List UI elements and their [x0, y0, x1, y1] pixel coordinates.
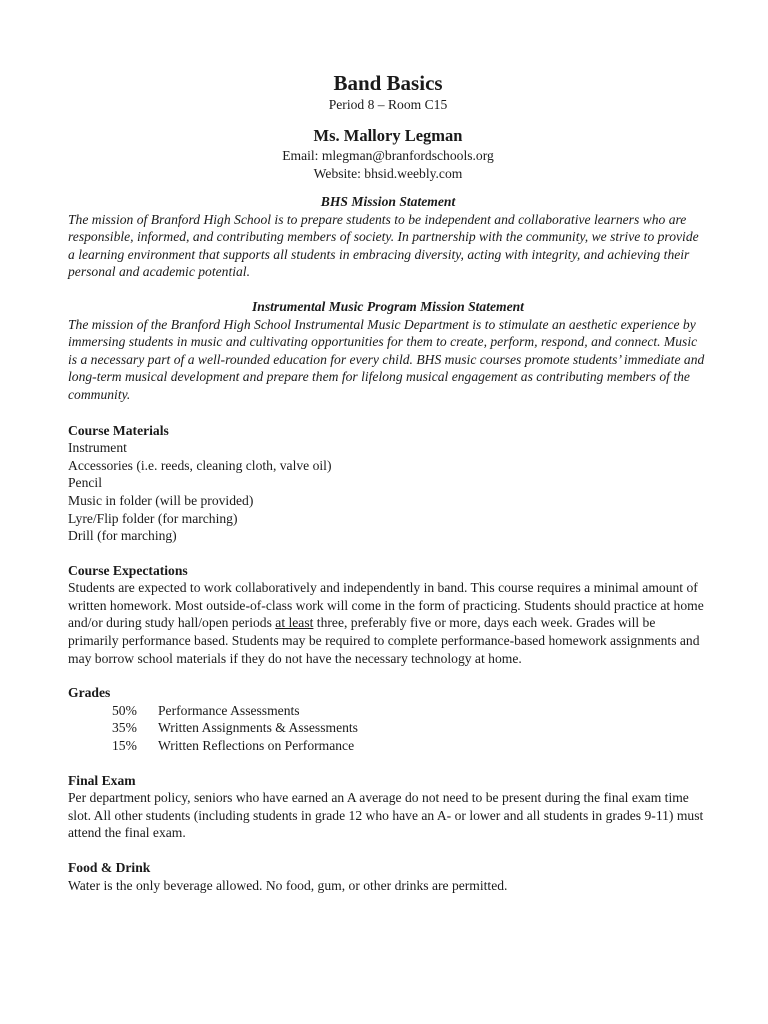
food-drink-section	[68, 859, 708, 894]
materials-item: Lyre/Flip folder (for marching)	[68, 510, 238, 526]
bhs-mission-body: The mission of Branford High School is to prepare students to be independent and collaborative learners who are responsible, informed, and contributing members of society. In partnership with the community, we strive to provide a learning environment that supports all students in embracing diversity, acting with integrity, and achieving their personal and academic potential.	[68, 211, 699, 280]
grade-label: Performance Assessments	[158, 702, 300, 718]
teacher-website: Website: bhsid.weebly.com	[313, 166, 463, 181]
course-title: Band Basics	[333, 71, 443, 95]
grade-row	[68, 702, 708, 720]
grade-row	[68, 719, 708, 737]
bhs-mission-section	[68, 193, 708, 281]
grade-percent: 35%	[112, 720, 137, 736]
materials-heading: Course Materials	[68, 422, 169, 438]
food-drink-body: Water is the only beverage allowed. No food, gum, or other drinks are permitted.	[68, 877, 508, 893]
grade-percent: 15%	[112, 738, 137, 754]
grade-label: Written Assignments & Assessments	[158, 720, 358, 736]
document-header	[68, 70, 708, 183]
materials-item: Drill (for marching)	[68, 528, 177, 544]
expectations-section	[68, 562, 708, 668]
syllabus-page	[68, 70, 708, 894]
teacher-email: Email: mlegman@branfordschools.org	[282, 148, 494, 163]
expectations-text-part1: Students are expected to work collaboratively and independently in band. This course requires a minimal amount of written homework. Most outside-of-class work will come in the form of practicing. Students should practice at home and/or during study hall/open periods	[68, 580, 704, 631]
final-exam-body: Per department policy, seniors who have earned an A average do not need to be present during the final exam time slot. All other students (including students in grade 12 who have an A- or lower and all students in grades 9-11) must attend the final exam.	[68, 790, 704, 841]
grade-label: Written Reflections on Performance	[158, 738, 355, 754]
food-drink-heading: Food & Drink	[68, 860, 151, 875]
expectations-text-part2: three, preferably five or more, days each week. Grades will be primarily performance based. Students may be required to complete performance-based homework assignments and may borrow school materials if they do not have the necessary technology at home.	[68, 615, 700, 666]
materials-item: Accessories (i.e. reeds, cleaning cloth, valve oil)	[68, 457, 332, 473]
expectations-underlined-text: at least	[275, 615, 314, 631]
final-exam-section	[68, 772, 708, 842]
period-room: Period 8 – Room C15	[328, 97, 448, 112]
grade-row	[68, 737, 708, 755]
music-mission-heading: Instrumental Music Program Mission Statement	[252, 298, 524, 314]
grades-heading: Grades	[68, 685, 111, 701]
final-exam-heading: Final Exam	[68, 772, 136, 788]
materials-item: Music in folder (will be provided)	[68, 492, 254, 508]
music-mission-section	[68, 298, 708, 404]
music-mission-body: The mission of the Branford High School Instrumental Music Department is to stimulate an aesthetic experience by immersing students in music and cultivating opportunities for them to create, perform, respond, and connect. Music is a necessary part of a well-rounded education for every child. BHS music courses promote students’ immediate and long-term musical development and prepare them for lifelong musical engagement as contributing members of the community.	[68, 316, 705, 402]
grade-percent: 50%	[112, 702, 137, 718]
materials-section	[68, 422, 708, 545]
grades-section	[68, 684, 708, 754]
materials-item: Pencil	[68, 475, 102, 491]
bhs-mission-heading: BHS Mission Statement	[320, 194, 456, 209]
teacher-name: Ms. Mallory Legman	[313, 126, 463, 145]
materials-item: Instrument	[68, 440, 127, 456]
expectations-body	[68, 579, 708, 667]
expectations-heading: Course Expectations	[68, 562, 188, 578]
